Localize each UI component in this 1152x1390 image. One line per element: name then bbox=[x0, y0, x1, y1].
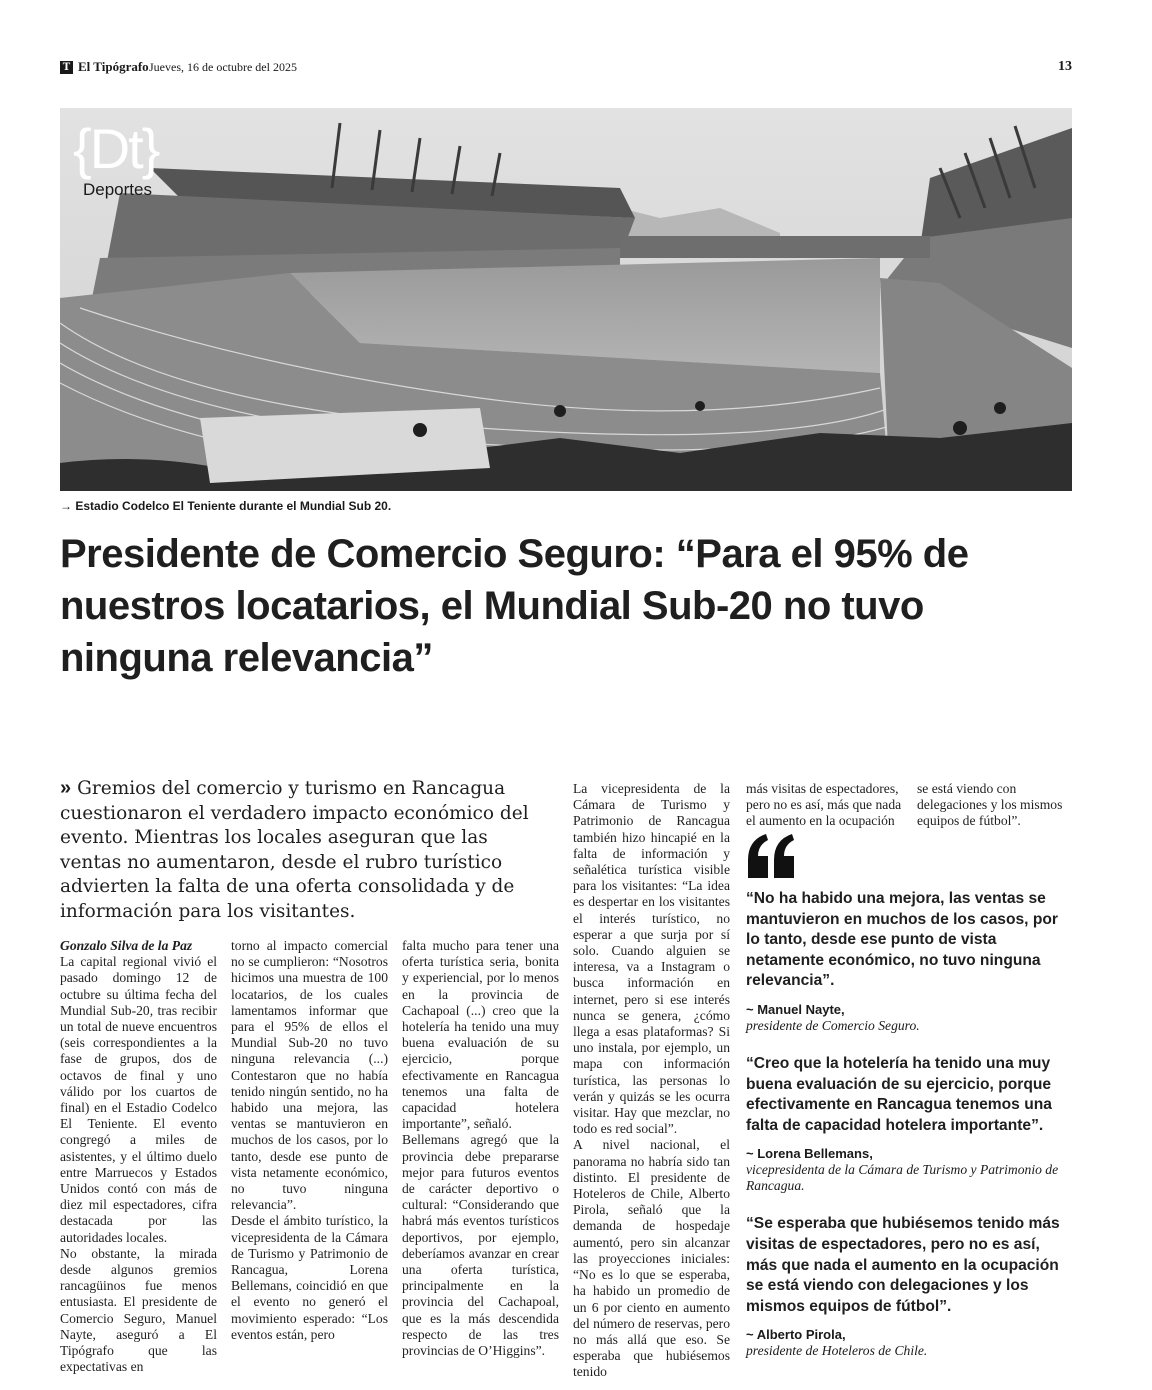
photo-caption: → Estadio Codelco El Teniente durante el Mundial Sub 20. bbox=[60, 499, 392, 513]
page-number: 13 bbox=[1058, 59, 1072, 74]
stadium-photo bbox=[60, 108, 1072, 491]
body-column-2 bbox=[231, 938, 388, 1343]
pull-quote bbox=[746, 1214, 1066, 1359]
body-column-3 bbox=[402, 938, 559, 1359]
quote-text: “Se esperaba que hubiésemos tenido más visitas de espectadores, pero no es así, más que nada el aumento en la ocupación se está viendo con delegaciones y los mismos equipos de fútbol”. bbox=[746, 1215, 1060, 1315]
paragraph: A nivel nacional, el panorama no habría sido tan distinto. El presidente de Hoteleros de Chile, Alberto Pirola, señaló que la demanda de hospedaje aumentó, pero sin alcanzar las proyecciones iniciales: “No es lo que se esperaba, ha habido un promedio de un 6 por ciento en aumento del número de reservas, pero no más allá que eso. Se esperaba que hubiésemos tenido bbox=[573, 1137, 730, 1380]
paragraph: falta mucho para tener una oferta turística seria, bonita y experiencial, por lo menos en la provincia de Cachapoal (...) creo que la hotelería ha tenido una muy buena evaluación de su ejercicio, porque efectivamente en Rancagua tenemos una falta de capacidad hotelera importante”, señaló. bbox=[402, 938, 559, 1132]
masthead bbox=[60, 58, 1072, 78]
paragraph: se está viendo con delegaciones y los mismos equipos de fútbol”. bbox=[917, 781, 1063, 829]
quote-role: presidente de Comercio Seguro. bbox=[746, 1017, 920, 1033]
quote-role: vicepresidenta de la Cámara de Turismo y Patrimonio de Rancagua. bbox=[746, 1162, 1059, 1194]
section-badge bbox=[73, 118, 193, 208]
pull-quotes bbox=[746, 889, 1066, 1379]
quote-author: ~ Manuel Nayte, bbox=[746, 1001, 845, 1017]
body-column-4 bbox=[573, 781, 730, 1381]
paragraph: La vicepresidenta de la Cámara de Turismo y Patrimonio de Rancagua también hizo hincapié en la falta de información y señalética turística visible para los visitantes: “La idea es despertar en los visitantes el interés turístico, no esperar a que surja por sí solo. Cuando alguien se interesa, va a Instagram o busca información en internet, pero si ese interés nunca se genera, ¿cómo llega a esas plataformas? Si uno instala, por ejemplo, un mapa con información turística, las personas lo verán y quizás se les ocurra visitar. Hay que mezclar, no todo es red social”. bbox=[573, 781, 730, 1137]
body-column-5 bbox=[746, 781, 903, 830]
lead-arrow-icon: » bbox=[60, 777, 72, 799]
paragraph: No obstante, la mirada desde algunos gremios rancagüinos fue menos entusiasta. El presidente de Comercio Seguro, Manuel Nayte, aseguró a El Tipógrafo que las expectativas en bbox=[60, 1245, 217, 1375]
paragraph: Bellemans agregó que la provincia debe prepararse mejor para futuros eventos de carácter deportivo o cultural: “Considerando que habrá más eventos turísticos deportivos, por ejemplo, deberíamos avanzar en crear una oferta turística, principalmente en la provincia del Cachapoal, que es la más descendida respecto de las tres provincias de O’Higgins”. bbox=[402, 1132, 559, 1359]
section-label: Deportes bbox=[83, 180, 152, 199]
pull-quote bbox=[746, 889, 1066, 1034]
body-column-1 bbox=[60, 938, 217, 1375]
newspaper-logo: T bbox=[60, 61, 73, 74]
quote-author: ~ Lorena Bellemans, bbox=[746, 1146, 873, 1162]
paragraph: Desde el ámbito turístico, la vicepresidenta de la Cámara de Turismo y Patrimonio de Rancagua, Lorena Bellemans, coincidió en que el evento no generó el movimiento esperado: “Los eventos están, pero bbox=[231, 1213, 388, 1342]
paragraph: La capital regional vivió el pasado domingo 12 de octubre su última fecha del Mundial Sub-20, tras recibir un total de nueve encuentros (seis correspondientes a la fase de grupos, dos de octavos de final y uno válido por los cuartos de final) en el Estadio Codelco El Teniente. El evento congregó a miles de asistentes, y el último duelo entre Marruecos y Estados Unidos contó con más de diez mil espectadores, cifra destacada por las autoridades locales. bbox=[60, 954, 217, 1245]
section-logo: {Dt} bbox=[73, 117, 159, 180]
quote-author: ~ Alberto Pirola, bbox=[746, 1327, 846, 1343]
stadium-illustration bbox=[60, 108, 1072, 491]
pull-quote bbox=[746, 1054, 1066, 1194]
body-column-6 bbox=[917, 781, 1067, 830]
article-lead bbox=[60, 776, 550, 924]
article-headline: Presidente de Comercio Seguro: “Para el 95% de nuestros locatarios, el Mundial Sub-20 no tuvo ninguna relevancia” bbox=[60, 532, 969, 680]
paragraph: más visitas de espectadores, pero no es así, más que nada el aumento en la ocupación bbox=[746, 781, 902, 829]
issue-date: Jueves, 16 de octubre del 2025 bbox=[149, 60, 297, 74]
quote-text: “Creo que la hotelería ha tenido una muy buena evaluación de su ejercicio, porque efectivamente en Rancagua tenemos una falta de capacidad hotelera importante”. bbox=[746, 1054, 1052, 1134]
newspaper-name: El Tipógrafo bbox=[78, 59, 149, 74]
quote-text: “No ha habido una mejora, las ventas se mantuvieron en muchos de los casos, por lo tanto, desde ese punto de vista netamente económico, no tuvo ninguna relevancia”. bbox=[746, 890, 1058, 990]
lead-text: Gremios del comercio y turismo en Rancagua cuestionaron el verdadero impacto económico del evento. Mientras los locales aseguran que las ventas no aumentaron, desde el rubro turístico advierten la falta de una oferta consolidada y de información para los visitantes. bbox=[60, 778, 529, 922]
byline: Gonzalo Silva de la Paz bbox=[60, 938, 193, 953]
paragraph: torno al impacto comercial no se cumplieron: “Nosotros hicimos una muestra de 100 locatarios, de los cuales lamentamos informar que para el 95% de ellos el Mundial Sub-20 no tuvo ninguna relevancia (...) Contestaron que no había tenido ningún sentido, no ha habido una mejora, las ventas se mantuvieron en muchos de los casos, por lo tanto, desde ese punto de vista netamente económico, no tuvo ninguna relevancia”. bbox=[231, 938, 388, 1213]
quote-role: presidente de Hoteleros de Chile. bbox=[746, 1343, 928, 1359]
quote-mark-icon bbox=[744, 830, 800, 880]
